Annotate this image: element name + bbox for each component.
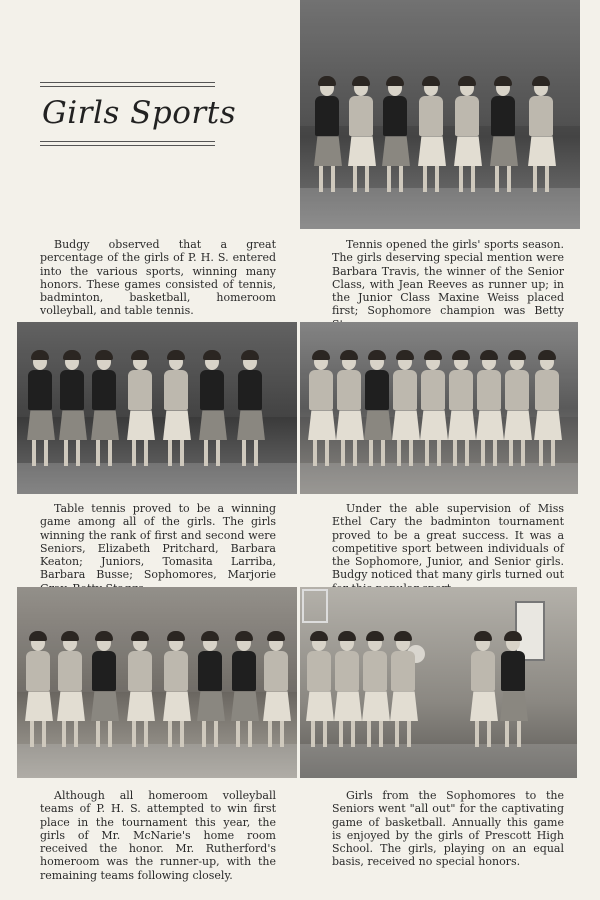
- figure: [336, 354, 362, 466]
- figure: [314, 80, 340, 192]
- figure: [362, 635, 388, 747]
- figure: [163, 354, 189, 466]
- figure: [57, 635, 83, 747]
- figure: [504, 354, 530, 466]
- figure: [306, 635, 332, 747]
- volleyball-group-photo: [17, 587, 297, 778]
- badminton-caption: Under the able supervision of Miss Ethel Cary the badminton tournament proved to be a great success. It was a competitive sport between individuals of the Sophomore, Junior, and Senior girls. Budgy noticed that many girls turned out: [332, 502, 564, 582]
- figure: [454, 80, 480, 192]
- title-rule-top: [40, 82, 215, 83]
- figure: [364, 354, 390, 466]
- figure: [392, 354, 418, 466]
- tennis-caption: Tennis opened the girls' sports season. The girls deserving special mention were Barbara Travis, the winner of the Senior Class, with Jean Reeves as runner up; in the Junior Class Maxine Weiss placed first; Sophomore champion was Betty: [332, 238, 564, 318]
- figure: [476, 354, 502, 466]
- figure: [334, 635, 360, 747]
- tennis-group-photo: [300, 0, 580, 229]
- badminton-group-photo: [300, 322, 578, 494]
- figure: [448, 354, 474, 466]
- figure: [470, 635, 496, 747]
- basketball-game-photo: [300, 587, 577, 778]
- figure: [25, 635, 51, 747]
- table-tennis-group-photo: [17, 322, 297, 494]
- figure: [197, 635, 223, 747]
- basketball-caption: Girls from the Sophomores to the Seniors went "all out" for the captivating game of basketball. Annually this game is enjoyed by the girls of Prescott High School. The girls, playing on an equal basis, received no special honors.: [332, 789, 564, 869]
- figure: [348, 80, 374, 192]
- volleyball-caption: Although all homeroom volleyball teams of P. H. S. attempted to win first place in the tournament this year, the girls of Mr. McNarie's home room received the honor. Mr. Rutherford's homeroom was the runner-up, with the remaining teams following closely.: [40, 789, 276, 882]
- figure: [308, 354, 334, 466]
- figure: [163, 635, 189, 747]
- figure: [420, 354, 446, 466]
- table-tennis-caption: Table tennis proved to be a winning game among all of the girls. The girls winning the rank of first and second were Seniors, Elizabeth Pritchard, Barbara Keaton; Juniors, Tomasita Larriba, Barbara Busse; Sophomores, Marjorie: [40, 502, 276, 582]
- figure: [199, 354, 225, 466]
- title-rule-bottom-2: [40, 145, 215, 146]
- figure: [59, 354, 85, 466]
- figure: [91, 354, 117, 466]
- title-block: [40, 82, 237, 146]
- figure: [500, 635, 526, 747]
- figure: [237, 354, 263, 466]
- figure: [528, 80, 554, 192]
- basketball-hoop: [302, 589, 328, 623]
- page-title: Girls Sports: [42, 95, 237, 131]
- figure: [231, 635, 257, 747]
- figure: [127, 635, 153, 747]
- figure: [27, 354, 53, 466]
- intro-caption: Budgy observed that a great percentage of the girls of P. H. S. entered into the various sports, winning many honors. These games consisted of tennis, badminton, basketball, homeroom volleyball, and table tennis.: [40, 238, 276, 318]
- figure: [127, 354, 153, 466]
- figure: [418, 80, 444, 192]
- figure: [382, 80, 408, 192]
- figure: [534, 354, 560, 466]
- figure: [390, 635, 416, 747]
- title-rule-bottom: [40, 141, 215, 142]
- figure: [91, 635, 117, 747]
- figure: [490, 80, 516, 192]
- figure: [263, 635, 289, 747]
